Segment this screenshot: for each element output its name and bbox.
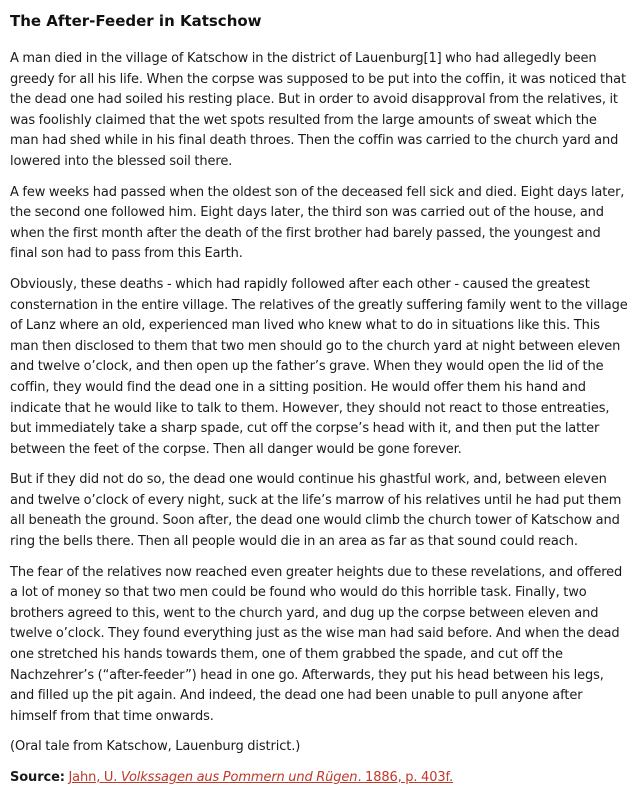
- source-link-author: Jahn, U.: [68, 770, 118, 785]
- source-citation: [10, 768, 628, 789]
- paragraph-5: The fear of the relatives now reached even greater heights due to these revelations, and offered a lot of money so that two men could be found who would do this horrible task. Finally, two brothers agreed to this, went to the church yard, and dug up the corpse between eleven and twelve o’clock. They found everything just as the wise man had said before. And when the dead one stretched his hands towards them, one of them grabbed the spade, and cut off the Nachzehrer’s (“after-feeder”) head in one go. Afterwards, they put his head between his legs, and filled up the pit again. And indeed, the dead one had been unable to pull anyone after himself from that time onwards.: [10, 564, 623, 724]
- paragraph-4: But if they did not do so, the dead one would continue his ghastful work, and, between eleven and twelve o’clock of every night, suck at the life’s marrow of his relatives until he had put them all beneath the ground. Soon after, the dead one would climb the church tower of Katschow and ring the bells there. Then all people would die in an area as far as that sound could reach.: [10, 472, 622, 550]
- source-label: Source:: [10, 770, 65, 785]
- paragraph-2: A few weeks had passed when the oldest son of the deceased fell sick and died. Eight days later, the second one followed him. Eight days later, the third son was carried out of the house, and when the first month after the death of the first brother had barely passed, the youngest and final son had to pass from this Earth.: [10, 184, 625, 262]
- source-link-rest: . 1886, p. 403f.: [357, 770, 454, 785]
- source-link[interactable]: [68, 770, 453, 785]
- source-note: (Oral tale from Katschow, Lauenburg district.): [10, 739, 301, 755]
- page-title: The After-Feeder in Katschow: [10, 12, 262, 30]
- paragraph-3: Obviously, these deaths - which had rapidly followed after each other - caused the greatest consternation in the entire village. The relatives of the greatly suffering family went to the village of Lanz where an old, experienced man lived who knew what to do in situations like this. This man then disclosed to them that two men should go to the church yard at night between eleven and twelve o’clock, and then open up the father’s grave. When they would open the lid of the coffin, they would find the dead one in a sitting position. He would offer them his hand and indicate that he would like to talk to them. However, they should not react to those entreaties, but immediately take a sharp spade, cut off the corpse’s head with it, and then put the latter between the feet of the corpse. Then all danger would be gone forever.: [10, 276, 628, 457]
- paragraph-1: A man died in the village of Katschow in the district of Lauenburg[1] who had allegedly been greedy for all his life. When the corpse was supposed to be put into the coffin, it was noticed that the dead one had soiled his resting place. But in order to avoid disapproval from the relatives, it was foolishly claimed that the wet spots resulted from the large amounts of sweat which the man had shed while in his final death throes. Then the coffin was carried to the church yard and lowered into the blessed soil there.: [10, 51, 626, 169]
- source-link-title: Volkssagen aus Pommern und Rügen: [120, 770, 358, 785]
